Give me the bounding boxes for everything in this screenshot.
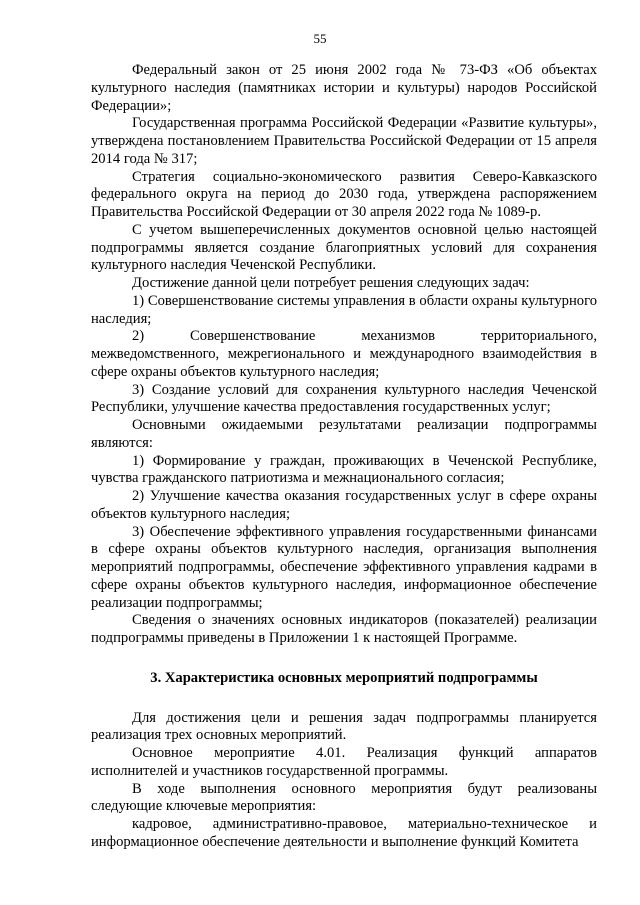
list-item: 1) Совершенствование системы управления в области охраны культурного наследия; bbox=[91, 292, 597, 327]
list-item: 2) Улучшение качества оказания государственных услуг в сфере охраны объектов культурного наследия; bbox=[91, 488, 597, 522]
section-heading: 3. Характеристика основных мероприятий подпрограммы bbox=[150, 669, 538, 686]
paragraph: Основное мероприятие 4.01. Реализация функций аппаратов исполнителей и участников государственной программы. bbox=[91, 745, 597, 779]
paragraph: Стратегия социально-экономического развития Северо-Кавказского федерального округа на период до 2030 года, утверждена распоряжением Правительства Российской Федерации от 30 апреля 2022 года № 1089-р. bbox=[91, 168, 597, 220]
paragraph: Основными ожидаемыми результатами реализации подпрограммы являются: bbox=[91, 417, 597, 451]
list-item: 3) Создание условий для сохранения культурного наследия Чеченской Республики, улучшение качества предоставления государственных услуг; bbox=[91, 381, 597, 416]
list-item: 2) Совершенствование механизмов территориального, межведомственного, межрегионального и международного взаимодействия в сфере охраны объектов культурного наследия; bbox=[91, 328, 597, 380]
paragraph: С учетом вышеперечисленных документов основной целью настоящей подпрограммы является создание благоприятных условий для сохранения культурного наследия Чеченской Республики. bbox=[91, 221, 597, 274]
paragraph: Сведения о значениях основных индикаторов (показателей) реализации подпрограммы приведены в Приложении 1 к настоящей Программе. bbox=[91, 612, 597, 646]
paragraph: кадровое, административно-правовое, материально-техническое и информационное обеспечение деятельности и выполнение функций Комитета bbox=[91, 816, 597, 850]
paragraph: Достижение данной цели потребует решения следующих задач: bbox=[132, 275, 530, 291]
paragraph: Государственная программа Российской Федерации «Развитие культуры», утверждена постановлением Правительства Российской Федерации от 15 апреля 2014 года № 317; bbox=[91, 115, 597, 167]
list-item: 3) Обеспечение эффективного управления государственными финансами в сфере охраны объектов культурного наследия, организация выполнения мероприятий подпрограммы, обеспечение эффективного управления кадрами в сфере охраны объектов культурного наследия, информационное обеспечение реализации подпрограммы; bbox=[91, 523, 597, 611]
paragraph: Федеральный закон от 25 июня 2002 года № 73-ФЗ «Об объектах культурного наследия (памятниках истории и культуры) народов Российской Федерации»; bbox=[91, 62, 597, 114]
page-number: 55 bbox=[313, 31, 327, 46]
document-body bbox=[91, 62, 597, 852]
paragraph: Для достижения цели и решения задач подпрограммы планируется реализация трех основных мероприятий. bbox=[91, 709, 597, 744]
paragraph: В ходе выполнения основного мероприятия будут реализованы следующие ключевые мероприятия: bbox=[91, 780, 597, 815]
list-item: 1) Формирование у граждан, проживающих в Чеченской Республике, чувства гражданского патриотизма и межнационального согласия; bbox=[91, 452, 597, 487]
